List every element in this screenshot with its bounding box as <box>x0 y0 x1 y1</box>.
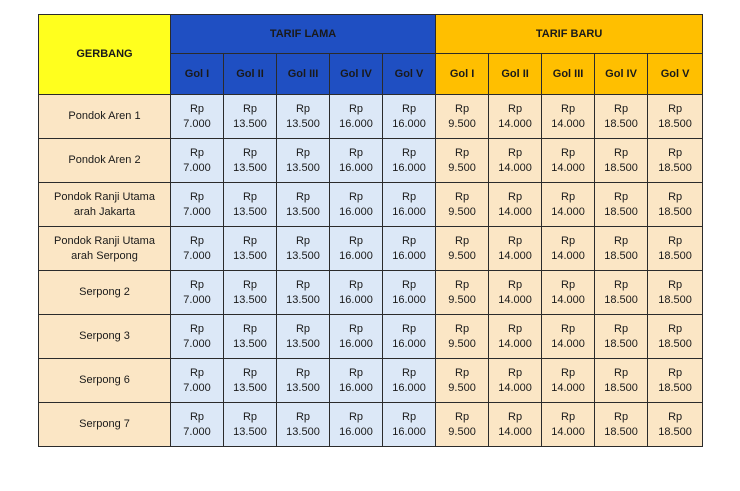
price-value: 16.000 <box>392 117 426 130</box>
currency-label: Rp <box>189 190 205 203</box>
currency-label: Rp <box>508 410 523 423</box>
price-cell-lama <box>330 183 383 227</box>
price-value: 13.500 <box>233 249 267 262</box>
currency-label: Rp <box>508 102 523 115</box>
price-value: 14.000 <box>498 337 532 350</box>
price-cell-baru <box>648 227 703 271</box>
price-value: 16.000 <box>339 249 373 262</box>
currency-label: Rp <box>614 322 629 335</box>
price-cell-lama <box>171 403 224 447</box>
price-cell-lama <box>224 139 277 183</box>
price-cell-lama <box>330 139 383 183</box>
currency-label: Rp <box>189 234 205 247</box>
currency-label: Rp <box>242 278 258 291</box>
price-value: 14.000 <box>498 249 532 262</box>
price-cell-lama <box>171 139 224 183</box>
currency-label: Rp <box>402 322 417 335</box>
price-value: 16.000 <box>339 117 373 130</box>
price-value: 9.500 <box>448 293 476 306</box>
price-value: 16.000 <box>392 293 426 306</box>
price-cell-baru <box>436 271 489 315</box>
price-cell-baru <box>489 403 542 447</box>
price-cell-baru <box>648 95 703 139</box>
gerbang-name-line: Serpong 3 <box>79 330 130 342</box>
currency-label: Rp <box>189 322 205 335</box>
price-cell-baru <box>595 139 648 183</box>
price-cell-baru <box>542 315 595 359</box>
currency-label: Rp <box>242 234 258 247</box>
price-value: 14.000 <box>551 381 585 394</box>
price-value: 14.000 <box>498 161 532 174</box>
gol-lama-header: Gol II <box>224 54 277 95</box>
gerbang-name-line: Serpong 7 <box>79 418 130 430</box>
price-cell-lama <box>171 359 224 403</box>
price-cell-baru <box>648 315 703 359</box>
currency-label: Rp <box>455 366 470 379</box>
currency-label: Rp <box>614 102 629 115</box>
price-cell-baru <box>595 183 648 227</box>
gol-baru-header: Gol I <box>436 54 489 95</box>
price-cell-lama <box>383 315 436 359</box>
price-cell-lama <box>224 315 277 359</box>
currency-label: Rp <box>561 190 576 203</box>
price-value: 13.500 <box>286 337 320 350</box>
price-cell-baru <box>648 403 703 447</box>
price-value: 13.500 <box>233 293 267 306</box>
gerbang-name <box>39 359 171 403</box>
price-cell-lama <box>383 359 436 403</box>
currency-label: Rp <box>561 322 576 335</box>
price-value: 18.500 <box>604 381 638 394</box>
price-cell-lama <box>383 403 436 447</box>
price-cell-baru <box>489 315 542 359</box>
price-value: 14.000 <box>551 205 585 218</box>
gol-baru-header: Gol III <box>542 54 595 95</box>
price-cell-lama <box>383 95 436 139</box>
price-value: 16.000 <box>339 381 373 394</box>
currency-label: Rp <box>614 278 629 291</box>
price-value: 18.500 <box>604 205 638 218</box>
price-cell-baru <box>436 139 489 183</box>
price-cell-baru <box>436 315 489 359</box>
price-value: 13.500 <box>233 117 267 130</box>
price-cell-baru <box>436 227 489 271</box>
price-value: 14.000 <box>551 249 585 262</box>
table-row <box>39 95 703 139</box>
gerbang-name <box>39 227 171 271</box>
currency-label: Rp <box>189 366 205 379</box>
currency-label: Rp <box>508 322 523 335</box>
price-cell-baru <box>595 95 648 139</box>
currency-label: Rp <box>561 146 576 159</box>
currency-label: Rp <box>455 410 470 423</box>
gol-baru-header: Gol V <box>648 54 703 95</box>
price-cell-lama <box>330 95 383 139</box>
currency-label: Rp <box>295 366 311 379</box>
currency-label: Rp <box>614 190 629 203</box>
price-value: 16.000 <box>339 425 373 438</box>
gerbang-name-line: Pondok Aren 1 <box>68 110 141 122</box>
price-value: 9.500 <box>448 249 476 262</box>
price-value: 13.500 <box>233 381 267 394</box>
price-cell-lama <box>224 183 277 227</box>
currency-label: Rp <box>348 278 364 291</box>
price-value: 7.000 <box>183 117 211 130</box>
price-cell-baru <box>436 359 489 403</box>
gerbang-name <box>39 403 171 447</box>
price-value: 7.000 <box>183 205 211 218</box>
gerbang-name-line: Serpong 6 <box>79 374 130 386</box>
gol-lama-header: Gol I <box>171 54 224 95</box>
price-value: 13.500 <box>233 425 267 438</box>
price-cell-baru <box>489 227 542 271</box>
price-value: 16.000 <box>339 161 373 174</box>
price-value: 13.500 <box>233 205 267 218</box>
table-row <box>39 227 703 271</box>
price-cell-lama <box>171 227 224 271</box>
currency-label: Rp <box>295 410 311 423</box>
currency-label: Rp <box>561 102 576 115</box>
price-value: 9.500 <box>448 425 476 438</box>
price-cell-lama <box>277 227 330 271</box>
price-value: 14.000 <box>498 293 532 306</box>
currency-label: Rp <box>561 410 576 423</box>
currency-label: Rp <box>402 102 417 115</box>
currency-label: Rp <box>668 410 683 423</box>
header-row-top <box>39 15 703 54</box>
price-value: 18.500 <box>604 117 638 130</box>
price-cell-baru <box>489 95 542 139</box>
price-cell-baru <box>542 227 595 271</box>
price-cell-baru <box>489 139 542 183</box>
currency-label: Rp <box>295 102 311 115</box>
price-cell-baru <box>542 183 595 227</box>
currency-label: Rp <box>508 190 523 203</box>
price-value: 13.500 <box>286 205 320 218</box>
price-value: 16.000 <box>392 205 426 218</box>
price-value: 16.000 <box>392 249 426 262</box>
currency-label: Rp <box>455 190 470 203</box>
currency-label: Rp <box>508 278 523 291</box>
price-cell-lama <box>330 403 383 447</box>
price-cell-baru <box>542 271 595 315</box>
currency-label: Rp <box>348 322 364 335</box>
price-cell-lama <box>330 271 383 315</box>
price-value: 18.500 <box>658 161 692 174</box>
price-value: 16.000 <box>392 337 426 350</box>
price-value: 16.000 <box>392 381 426 394</box>
price-value: 7.000 <box>183 249 211 262</box>
price-value: 7.000 <box>183 381 211 394</box>
price-value: 13.500 <box>286 381 320 394</box>
price-cell-baru <box>595 227 648 271</box>
price-value: 7.000 <box>183 425 211 438</box>
currency-label: Rp <box>668 322 683 335</box>
currency-label: Rp <box>348 366 364 379</box>
price-cell-lama <box>383 139 436 183</box>
table-row <box>39 139 703 183</box>
gerbang-name <box>39 183 171 227</box>
currency-label: Rp <box>402 366 417 379</box>
currency-label: Rp <box>189 278 205 291</box>
price-value: 18.500 <box>604 161 638 174</box>
currency-label: Rp <box>295 278 311 291</box>
price-value: 16.000 <box>339 205 373 218</box>
currency-label: Rp <box>561 278 576 291</box>
price-cell-lama <box>383 227 436 271</box>
gerbang-name-line: Serpong 2 <box>79 286 130 298</box>
price-cell-baru <box>542 95 595 139</box>
currency-label: Rp <box>242 322 258 335</box>
currency-label: Rp <box>614 234 629 247</box>
price-cell-lama <box>224 95 277 139</box>
table-row <box>39 315 703 359</box>
currency-label: Rp <box>614 146 629 159</box>
price-cell-lama <box>171 95 224 139</box>
gol-baru-header: Gol II <box>489 54 542 95</box>
price-value: 14.000 <box>498 425 532 438</box>
price-cell-baru <box>489 271 542 315</box>
price-value: 13.500 <box>286 425 320 438</box>
price-cell-lama <box>224 403 277 447</box>
price-value: 18.500 <box>658 425 692 438</box>
currency-label: Rp <box>668 102 683 115</box>
currency-label: Rp <box>455 146 470 159</box>
price-cell-baru <box>489 359 542 403</box>
currency-label: Rp <box>508 234 523 247</box>
gerbang-name-line: Pondok Ranji Utama <box>54 234 155 247</box>
price-cell-baru <box>648 271 703 315</box>
currency-label: Rp <box>455 322 470 335</box>
price-value: 13.500 <box>286 293 320 306</box>
gerbang-name <box>39 315 171 359</box>
price-value: 18.500 <box>604 293 638 306</box>
price-cell-baru <box>489 183 542 227</box>
currency-label: Rp <box>455 234 470 247</box>
currency-label: Rp <box>614 366 629 379</box>
price-value: 16.000 <box>339 293 373 306</box>
tarif-lama-header: TARIF LAMA <box>171 15 436 54</box>
gerbang-name <box>39 271 171 315</box>
price-value: 13.500 <box>286 117 320 130</box>
currency-label: Rp <box>242 410 258 423</box>
gol-baru-header: Gol IV <box>595 54 648 95</box>
price-cell-baru <box>595 359 648 403</box>
price-value: 9.500 <box>448 381 476 394</box>
price-value: 13.500 <box>233 337 267 350</box>
gol-lama-header: Gol V <box>383 54 436 95</box>
currency-label: Rp <box>402 190 417 203</box>
price-cell-baru <box>436 403 489 447</box>
price-cell-lama <box>277 315 330 359</box>
price-value: 18.500 <box>658 293 692 306</box>
currency-label: Rp <box>668 278 683 291</box>
price-cell-lama <box>171 315 224 359</box>
price-value: 9.500 <box>448 161 476 174</box>
currency-label: Rp <box>561 366 576 379</box>
currency-label: Rp <box>668 234 683 247</box>
currency-label: Rp <box>508 146 523 159</box>
price-value: 13.500 <box>286 161 320 174</box>
price-value: 14.000 <box>551 293 585 306</box>
currency-label: Rp <box>242 366 258 379</box>
table-row <box>39 271 703 315</box>
price-value: 16.000 <box>392 161 426 174</box>
price-cell-baru <box>595 403 648 447</box>
currency-label: Rp <box>295 234 311 247</box>
price-cell-lama <box>330 315 383 359</box>
price-value: 18.500 <box>604 249 638 262</box>
gol-lama-header: Gol IV <box>330 54 383 95</box>
currency-label: Rp <box>402 410 417 423</box>
price-cell-lama <box>224 227 277 271</box>
tariff-table-body <box>39 95 703 447</box>
price-value: 9.500 <box>448 117 476 130</box>
price-cell-baru <box>648 139 703 183</box>
gerbang-name <box>39 95 171 139</box>
price-cell-baru <box>542 359 595 403</box>
currency-label: Rp <box>348 102 364 115</box>
tariff-table <box>38 14 703 447</box>
currency-label: Rp <box>348 190 364 203</box>
price-value: 14.000 <box>551 117 585 130</box>
price-cell-baru <box>648 183 703 227</box>
table-row <box>39 359 703 403</box>
price-cell-lama <box>171 271 224 315</box>
price-value: 18.500 <box>604 337 638 350</box>
price-cell-lama <box>277 359 330 403</box>
price-value: 9.500 <box>448 205 476 218</box>
currency-label: Rp <box>561 234 576 247</box>
gerbang-name-line: arah Serpong <box>71 249 138 262</box>
price-cell-baru <box>542 139 595 183</box>
price-cell-baru <box>595 271 648 315</box>
price-value: 18.500 <box>658 117 692 130</box>
currency-label: Rp <box>348 410 364 423</box>
price-value: 13.500 <box>233 161 267 174</box>
currency-label: Rp <box>668 366 683 379</box>
price-cell-lama <box>277 403 330 447</box>
price-cell-lama <box>330 359 383 403</box>
price-cell-lama <box>277 183 330 227</box>
price-cell-lama <box>383 271 436 315</box>
price-value: 16.000 <box>339 337 373 350</box>
currency-label: Rp <box>295 322 311 335</box>
gerbang-name <box>39 139 171 183</box>
price-value: 7.000 <box>183 161 211 174</box>
price-value: 14.000 <box>498 117 532 130</box>
gerbang-name-line: Pondok Aren 2 <box>68 154 141 166</box>
price-cell-baru <box>648 359 703 403</box>
price-cell-lama <box>277 95 330 139</box>
price-value: 7.000 <box>183 293 211 306</box>
price-value: 7.000 <box>183 337 211 350</box>
currency-label: Rp <box>614 410 629 423</box>
currency-label: Rp <box>348 234 364 247</box>
table-row <box>39 183 703 227</box>
price-value: 18.500 <box>658 249 692 262</box>
price-value: 14.000 <box>551 337 585 350</box>
currency-label: Rp <box>455 278 470 291</box>
price-value: 9.500 <box>448 337 476 350</box>
price-value: 14.000 <box>498 205 532 218</box>
price-value: 14.000 <box>551 425 585 438</box>
currency-label: Rp <box>295 146 311 159</box>
price-value: 14.000 <box>551 161 585 174</box>
currency-label: Rp <box>402 278 417 291</box>
gerbang-header: GERBANG <box>39 15 171 95</box>
price-cell-lama <box>330 227 383 271</box>
currency-label: Rp <box>295 190 311 203</box>
gerbang-name-line: arah Jakarta <box>73 205 136 218</box>
table-row <box>39 403 703 447</box>
price-cell-baru <box>436 183 489 227</box>
price-cell-lama <box>171 183 224 227</box>
currency-label: Rp <box>189 102 205 115</box>
gerbang-name-line: Pondok Ranji Utama <box>54 190 155 203</box>
tarif-baru-header: TARIF BARU <box>436 15 703 54</box>
currency-label: Rp <box>402 234 417 247</box>
price-value: 14.000 <box>498 381 532 394</box>
currency-label: Rp <box>455 102 470 115</box>
currency-label: Rp <box>242 190 258 203</box>
price-cell-lama <box>277 271 330 315</box>
price-cell-lama <box>224 359 277 403</box>
currency-label: Rp <box>348 146 364 159</box>
currency-label: Rp <box>189 410 205 423</box>
price-value: 18.500 <box>658 337 692 350</box>
currency-label: Rp <box>402 146 417 159</box>
price-cell-baru <box>542 403 595 447</box>
gol-lama-header: Gol III <box>277 54 330 95</box>
currency-label: Rp <box>668 146 683 159</box>
price-cell-lama <box>224 271 277 315</box>
price-value: 18.500 <box>658 205 692 218</box>
currency-label: Rp <box>242 102 258 115</box>
price-value: 13.500 <box>286 249 320 262</box>
price-value: 18.500 <box>604 425 638 438</box>
price-value: 16.000 <box>392 425 426 438</box>
currency-label: Rp <box>242 146 258 159</box>
price-cell-lama <box>383 183 436 227</box>
price-cell-baru <box>595 315 648 359</box>
currency-label: Rp <box>508 366 523 379</box>
currency-label: Rp <box>189 146 205 159</box>
price-cell-baru <box>436 95 489 139</box>
price-value: 18.500 <box>658 381 692 394</box>
currency-label: Rp <box>668 190 683 203</box>
price-cell-lama <box>277 139 330 183</box>
